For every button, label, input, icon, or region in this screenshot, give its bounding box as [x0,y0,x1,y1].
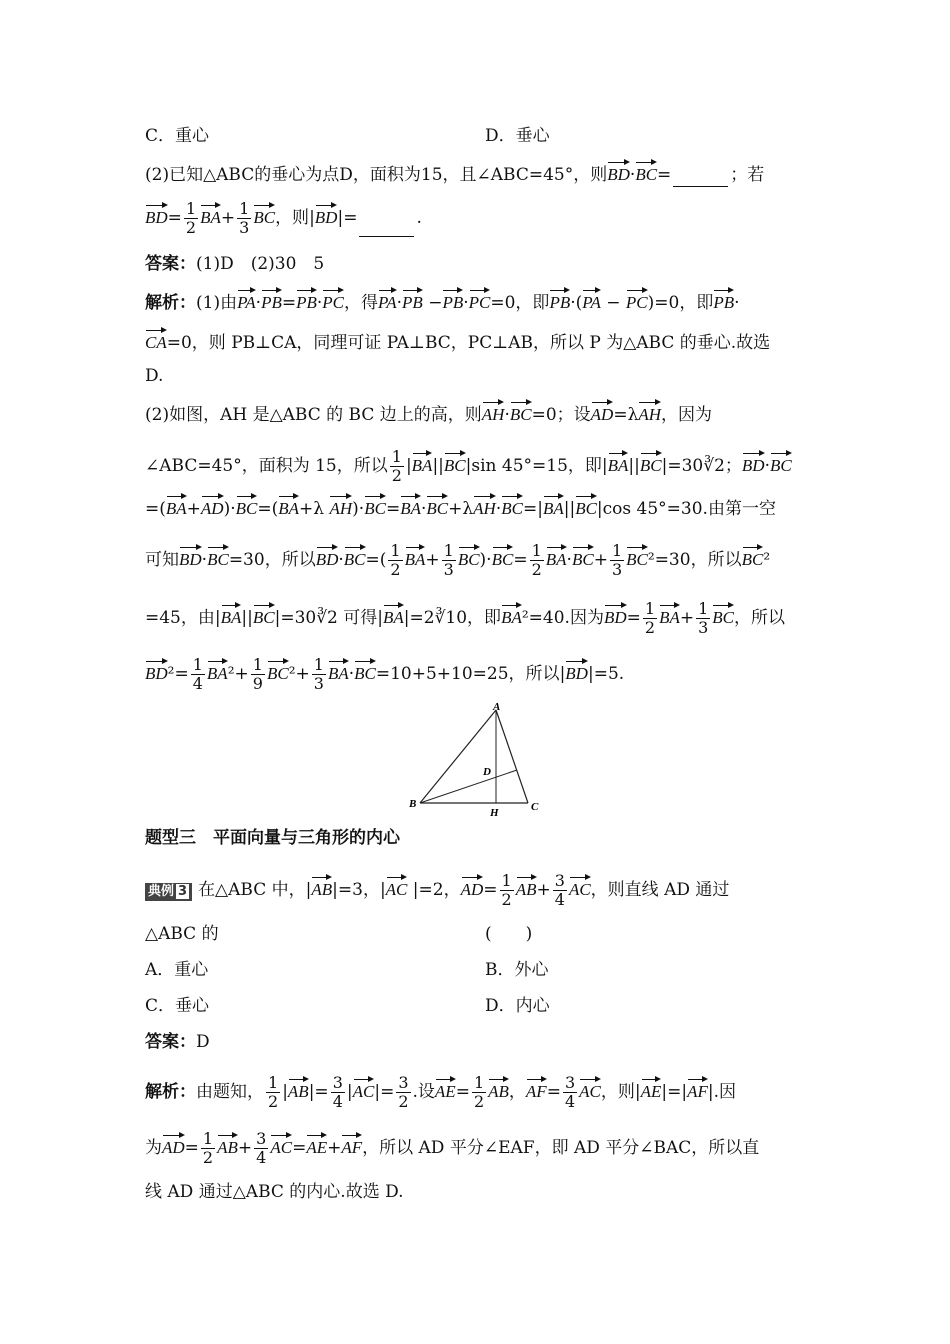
side-ac [496,710,528,803]
analysis-2-line-6: BD²= $\frac{1}{4}$ BA²+ $\frac{1}{9}$ BC²+ $\frac{1}{3}$ BA·BC=10+5+10=25，所以|BD|=5. [145,655,625,693]
option-c-2: C．垂心 [145,996,210,1016]
option-a: A．重心 [145,960,209,980]
label-d: D [483,766,491,778]
answer-blank-2[interactable] [359,218,414,237]
option-c-line [145,124,209,148]
answer-paren: ( ) [485,924,533,944]
option-d: D．垂心 [485,126,550,146]
analysis-3-line-3: 线 AD 通过△ABC 的内心.故选 D. [145,1182,404,1202]
analysis-1-line-2: CA=0，则 PB⊥CA，同理可证 PA⊥BC，PC⊥AB，所以 P 为△ABC 的垂心.故选 [145,328,770,355]
question-2-line-2: BD= $\frac{1}{2}$ BA+ $\frac{1}{3}$ BC，则|BD|= . [145,199,422,237]
option-c: C．重心 [145,126,210,146]
side-ab [420,710,496,803]
label-a: A [493,701,501,713]
analysis-2-line-4: 可知BD·BC=30，所以BD·BC=( $\frac{1}{2}$ BA+ $\frac{1}{3}$ BC)·BC= $\frac{1}{2}$ BA·BC+ $\frac{1}{3}$ BC²=30，所以BC² [145,541,771,579]
label-h: H [490,807,499,819]
answer-1: 答案：(1)D (2)30 5 [145,254,325,274]
segment-bd [420,770,517,803]
label-b: B [409,798,417,810]
analysis-1-line-3: D. [145,366,164,386]
label-c: C [531,801,539,813]
example-badge: 典例 3 [145,883,192,901]
analysis-3-line-2: 为AD= $\frac{1}{2}$ AB+ $\frac{3}{4}$ AC=AE+AF，所以 AD 平分∠EAF，即 AD 平分∠BAC，所以直 [145,1129,760,1167]
analysis-3-line-1: 解析：由题知， $\frac{1}{2}$ |AB|= $\frac{3}{4}$ |AC|= $\frac{3}{2}$ .设AE= $\frac{1}{2}$ AB，AF= $\frac{3}{4}$ AC，则|AE|=|AF|.因 [145,1073,737,1111]
analysis-1-line-1: 解析：(1)由PA·PB=PB·PC，得PA·PB −PB·PC=0，即PB·(PA − PC)=0，即PB· [145,288,740,315]
example-3-line-2: △ABC 的 [145,924,219,944]
analysis-2-line-3: =(BA+AD)·BC=(BA+λ AH)·BC=BA·BC+λAH·BC=|BA||BC|cos 45°=30.由第一空 [145,494,776,521]
example-3-line-1: 典例 3 在△ABC 中，|AB|=3，|AC |=2，AD= $\frac{1}{2}$ AB+ $\frac{3}{4}$ AC，则直线 AD 通过 [145,872,729,909]
option-d-2: D．内心 [485,996,550,1016]
question-2-line-1: (2)已知△ABC的垂心为点D，面积为15，且∠ABC=45°，则BD·BC= ；若 [145,160,764,187]
answer-blank-1[interactable] [673,168,728,187]
section-title: 题型三 平面向量与三角形的内心 [145,828,400,848]
analysis-2-line-2: ∠ABC=45°，面积为 15，所以 $\frac{1}{2}$ |BA||BC|sin 45°=15，即|BA||BC|=30∛2；BD·BC [145,447,792,485]
triangle-figure [400,700,550,820]
option-d-line [485,124,550,148]
analysis-2-line-5: =45，由|BA||BC|=30∛2 可得|BA|=2∛10，即BA²=40.因为BD= $\frac{1}{2}$ BA+ $\frac{1}{3}$ BC，所以 [145,599,786,637]
answer-2: 答案：D [145,1032,210,1052]
analysis-2-line-1: (2)如图，AH 是△ABC 的 BC 边上的高，则AH·BC=0；设AD=λAH，因为 [145,400,712,427]
option-b: B．外心 [485,960,549,980]
